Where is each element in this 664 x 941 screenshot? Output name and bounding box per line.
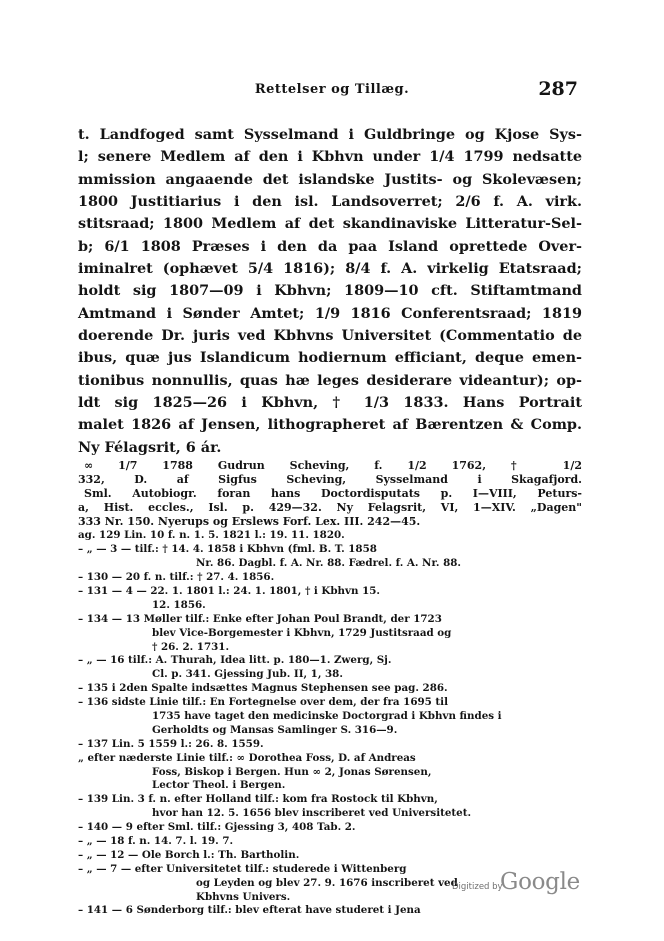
correction-entry: – 139 Lin. 3 f. n. efter Holland tilf.: kom fra Rostock til Kbhvn, bbox=[78, 793, 438, 806]
text-line: Ny Félagsrit, 6 ár. bbox=[78, 438, 222, 456]
correction-continuation: Nr. 86. Dagbl. f. A. Nr. 88. Fædrel. f. A. Nr. 88. bbox=[196, 557, 462, 570]
text-line: l; senere Medlem af den i Kbhvn under 1/4 1799 nedsatte bbox=[78, 148, 582, 166]
text-line: stitsraad; 1800 Medlem af det skandinaviske Litteratur-Sel- bbox=[78, 215, 582, 233]
correction-continuation: Foss, Biskop i Bergen. Hun ∞ 2, Jonas Sørensen, bbox=[152, 765, 432, 778]
correction-continuation: og Leyden og blev 27. 9. 1676 inscriberet ved bbox=[196, 876, 458, 889]
correction-entry: – „ — 16 tilf.: A. Thurah, Idea litt. p. 180—1. Zwerg, Sj. bbox=[78, 654, 392, 667]
correction-entry: „ efter næderste Linie tilf.: ∞ Dorothea Foss, D. af Andreas bbox=[78, 751, 416, 764]
correction-entry: – 134 — 13 Møller tilf.: Enke efter Johan Poul Brandt, der 1723 bbox=[78, 612, 442, 625]
text-line: malet 1826 af Jensen, lithographeret af Bærentzen & Comp. bbox=[78, 416, 582, 434]
correction-continuation: 1735 have taget den medicinske Doctorgrad i Kbhvn findes i bbox=[152, 709, 502, 722]
running-header bbox=[0, 78, 664, 104]
digitization-watermark bbox=[452, 871, 592, 899]
note-line: 333 Nr. 150. Nyerups og Erslews Forf. Lex. III. 242—45. bbox=[78, 515, 421, 529]
text-line: 1800 Justitiarius i den isl. Landsoverret; 2/6 f. A. virk. bbox=[78, 193, 582, 211]
correction-continuation: Cl. p. 341. Gjessing Jub. II, 1, 38. bbox=[152, 668, 343, 681]
text-line: iminalret (ophævet 5/4 1816); 8/4 f. A. virkelig Etatsraad; bbox=[78, 260, 582, 278]
note-line: 332, D. af Sigfus Scheving, Sysselmand i Skagafjord. bbox=[78, 473, 582, 487]
correction-continuation: Gerholdts og Mansas Samlinger S. 316—9. bbox=[152, 723, 398, 736]
watermark-brand-logo: Google bbox=[500, 869, 580, 895]
marriage-and-sources bbox=[78, 459, 582, 529]
correction-entry: – „ — 3 — tilf.: † 14. 4. 1858 i Kbhvn (fml. B. T. 1858 bbox=[78, 543, 377, 556]
text-line: holdt sig 1807—09 i Kbhvn; 1809—10 cft. Stiftamtmand bbox=[78, 282, 582, 300]
correction-entry: – 131 — 4 — 22. 1. 1801 l.: 24. 1. 1801, † i Kbhvn 15. bbox=[78, 584, 381, 597]
note-line: Sml. Autobiogr. foran hans Doctordisputats p. I—VIII, Peturs- bbox=[84, 487, 582, 501]
text-line: doerende Dr. juris ved Kbhvns Universitet (Commentatio de bbox=[78, 327, 582, 345]
correction-entry: – „ — 18 f. n. 14. 7. l. 19. 7. bbox=[78, 834, 234, 847]
text-line: tionibus nonnullis, quas hæ leges desiderare videantur); op- bbox=[78, 371, 582, 389]
note-line: a, Hist. eccles., Isl. p. 429—32. Ny Felagsrit, VI, 1—XIV. „Dagen" bbox=[78, 501, 582, 515]
text-line: ibus, quæ jus Islandicum hodiernum efficiant, deque emen- bbox=[78, 349, 582, 367]
note-line: ∞ 1/7 1788 Gudrun Scheving, f. 1/2 1762, † 1/2 bbox=[84, 459, 582, 473]
text-line: mmission angaaende det islandske Justits- og Skolevæsen; bbox=[78, 170, 582, 188]
watermark-label: Digitized by bbox=[452, 882, 503, 892]
correction-continuation: hvor han 12. 5. 1656 blev inscriberet ved Universitetet. bbox=[152, 807, 472, 820]
correction-entry: – „ — 12 — Ole Borch l.: Th. Bartholin. bbox=[78, 848, 300, 861]
correction-entry: – 130 — 20 f. n. tilf.: † 27. 4. 1856. bbox=[78, 571, 275, 584]
correction-entry: – 141 — 6 Sønderborg tilf.: blev efterat have studeret i Jena bbox=[78, 904, 421, 917]
corrections-list bbox=[78, 529, 582, 918]
correction-entry: – 136 sidste Linie tilf.: En Fortegnelse over dem, der fra 1695 til bbox=[78, 696, 448, 709]
correction-continuation: Kbhvns Univers. bbox=[196, 890, 291, 903]
text-line: ldt sig 1825—26 i Kbhvn, † 1/3 1833. Hans Portrait bbox=[78, 394, 582, 412]
biography-paragraph bbox=[78, 124, 582, 459]
correction-continuation: † 26. 2. 1731. bbox=[152, 640, 230, 653]
correction-entry: ag. 129 Lin. 10 f. n. 1. 5. 1821 l.: 19. 11. 1820. bbox=[78, 529, 345, 542]
correction-entry: – 135 i 2den Spalte indsættes Magnus Stephensen see pag. 286. bbox=[78, 682, 448, 695]
correction-continuation: 12. 1856. bbox=[152, 598, 206, 611]
correction-entry: – „ — 7 — efter Universitetet tilf.: studerede i Wittenberg bbox=[78, 862, 407, 875]
running-title: Rettelser og Tillæg. bbox=[254, 82, 410, 97]
correction-entry: – 140 — 9 efter Sml. tilf.: Gjessing 3, 408 Tab. 2. bbox=[78, 821, 356, 834]
text-line: t. Landfoged samt Sysselmand i Guldbringe og Kjose Sys- bbox=[78, 126, 582, 143]
text-line: b; 6/1 1808 Præses i den da paa Island oprettede Over- bbox=[78, 237, 582, 255]
text-line: Amtmand i Sønder Amtet; 1/9 1816 Conferentsraad; 1819 bbox=[78, 304, 582, 322]
correction-continuation: Lector Theol. i Bergen. bbox=[152, 779, 286, 792]
page-number: 287 bbox=[538, 78, 578, 100]
correction-continuation: blev Vice-Borgemester i Kbhvn, 1729 Justitsraad og bbox=[152, 626, 452, 639]
correction-entry: – 137 Lin. 5 1559 l.: 26. 8. 1559. bbox=[78, 737, 264, 750]
